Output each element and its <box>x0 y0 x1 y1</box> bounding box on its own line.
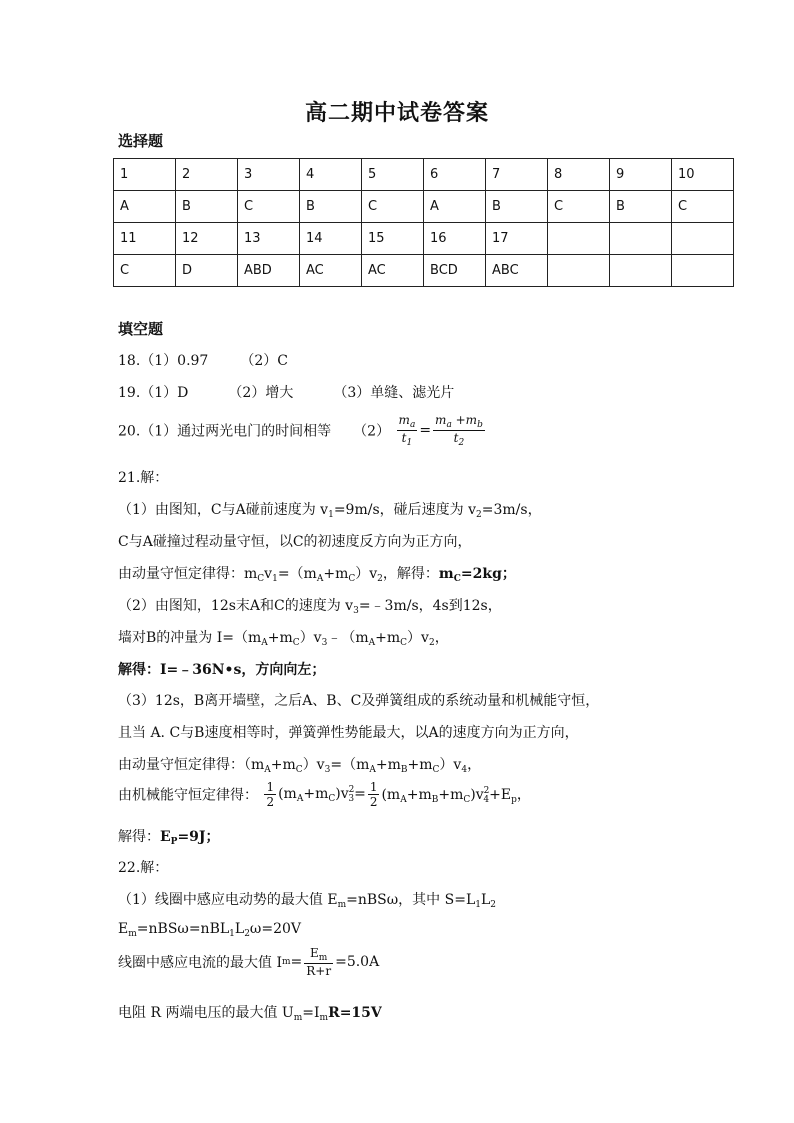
table-cell <box>610 255 672 287</box>
table-cell <box>548 255 610 287</box>
table-cell: B <box>300 191 362 223</box>
table-cell: 6 <box>424 159 486 191</box>
q18-part1: 18.（1）0.97 <box>118 353 209 369</box>
q21-p7: （3）12s，B离开墙壁，之后A、B、C及弹簧组成的系统动量和机械能守恒， <box>118 693 600 709</box>
q21-p9: 由动量守恒定律得：$(m_A+m_C)v_3=(m_A+m_B+m_C)v_4$， <box>118 757 482 775</box>
q21-p11: 解得：$E_P=9J$； <box>118 829 220 847</box>
q19-part1: 19.（1）D <box>118 385 189 401</box>
table-cell <box>672 255 734 287</box>
q21-p4: （2）由图知，12s末A和C的速度为 $v_3=﹣3m/s$，4s到12s， <box>118 598 502 616</box>
choice-heading: 选择题 <box>118 132 164 150</box>
table-cell: 9 <box>610 159 672 191</box>
table-cell: ABD <box>238 255 300 287</box>
q18-line <box>118 350 288 370</box>
q21-p2: C与A碰撞过程动量守恒，以C的初速度反方向为正方向， <box>118 534 472 550</box>
table-cell: AC <box>362 255 424 287</box>
table-cell <box>610 223 672 255</box>
table-row <box>114 255 734 287</box>
table-cell: 3 <box>238 159 300 191</box>
q19-part3: （3）单缝、滤光片 <box>333 385 455 401</box>
table-cell: 5 <box>362 159 424 191</box>
q21-p10: 由机械能守恒定律得： $\frac{1}{2}$ $(m_A+m_C)v^2_3=$ $\frac{1}{2}$ $(m_A+m_B+m_C)v^2_4+E_p$， <box>118 780 531 809</box>
q21-p5: 墙对B的冲量为 $I=(m_A+m_C)v_3﹣(m_A+m_C)v_2$， <box>118 630 449 648</box>
q22-p1: （1）线圈中感应电动势的最大值 $E_m=nBS\omega$，其中 $S=L_1L_2$ <box>118 892 497 910</box>
q22-p4: 电阻 R 两端电压的最大值 $U_m=I_mR=15V$ <box>118 1005 382 1023</box>
table-cell: 12 <box>176 223 238 255</box>
table-cell: B <box>610 191 672 223</box>
fill-heading: 填空题 <box>118 320 164 338</box>
current-fraction: $\frac{E_m}{R+r}$ <box>306 946 332 978</box>
table-cell: C <box>238 191 300 223</box>
table-cell: C <box>672 191 734 223</box>
q18-part2: （2）C <box>240 353 288 369</box>
q22-p3: 线圈中感应电流的最大值 Im= $\frac{E_m}{R+r}$ =5.0A <box>118 946 380 978</box>
table-cell: AC <box>300 255 362 287</box>
table-cell: B <box>486 191 548 223</box>
table-cell: 13 <box>238 223 300 255</box>
table-row <box>114 191 734 223</box>
table-cell: 17 <box>486 223 548 255</box>
q19-line <box>118 382 454 402</box>
table-cell: C <box>548 191 610 223</box>
q21-p3: 由动量守恒定律得：$m_Cv_1=(m_A+m_C)v_2$，解得：$m_C=2kg$； <box>118 566 516 584</box>
table-cell: 10 <box>672 159 734 191</box>
table-cell <box>548 223 610 255</box>
q20-fraction-left: $\frac{m_a}{t_1}$ <box>398 413 416 448</box>
q21-head: 21.解： <box>118 470 169 486</box>
table-cell: 7 <box>486 159 548 191</box>
table-row <box>114 223 734 255</box>
q21-p6: 解得：I=﹣36N•s，方向向左； <box>118 662 326 678</box>
table-cell: B <box>176 191 238 223</box>
q20-fraction-right: $\frac{m_a +m_b}{t_2}$ <box>435 413 483 448</box>
q22-p2: $E_m=nBS\omega=nBL_1L_2\omega=20V$ <box>118 921 301 939</box>
q19-part2: （2）增大 <box>228 385 294 401</box>
table-cell: A <box>114 191 176 223</box>
table-cell: D <box>176 255 238 287</box>
table-cell: 2 <box>176 159 238 191</box>
table-cell: 11 <box>114 223 176 255</box>
table-cell: ABC <box>486 255 548 287</box>
table-row <box>114 159 734 191</box>
q20-part1: 20.（1）通过两光电门的时间相等 <box>118 423 332 440</box>
q21-p1: （1）由图知，C与A碰前速度为 $v_1=9m/s$，碰后速度为 $v_2=3m/s$， <box>118 502 542 520</box>
table-cell: 14 <box>300 223 362 255</box>
q22-head: 22.解： <box>118 860 169 876</box>
table-cell: A <box>424 191 486 223</box>
half-fraction-2: $\frac{1}{2}$ <box>369 780 378 809</box>
table-cell: 8 <box>548 159 610 191</box>
table-cell: 15 <box>362 223 424 255</box>
table-cell: 1 <box>114 159 176 191</box>
table-cell: 4 <box>300 159 362 191</box>
half-fraction: $\frac{1}{2}$ <box>266 780 275 809</box>
table-cell: C <box>362 191 424 223</box>
table-cell: BCD <box>424 255 486 287</box>
q20-part2: （2） <box>353 423 391 440</box>
page-title: 高二期中试卷答案 <box>304 100 489 126</box>
answer-table <box>113 158 734 287</box>
table-cell: 16 <box>424 223 486 255</box>
q21-p8: 且当 A. C与B速度相等时，弹簧弹性势能最大，以A的速度方向为正方向， <box>118 725 579 741</box>
q20-line: 20.（1）通过两光电门的时间相等 （2） $\frac{m_a}{t_1}$ = $\frac{m_a +m_b}{t_2}$ <box>118 413 483 448</box>
table-cell <box>672 223 734 255</box>
table-cell: C <box>114 255 176 287</box>
